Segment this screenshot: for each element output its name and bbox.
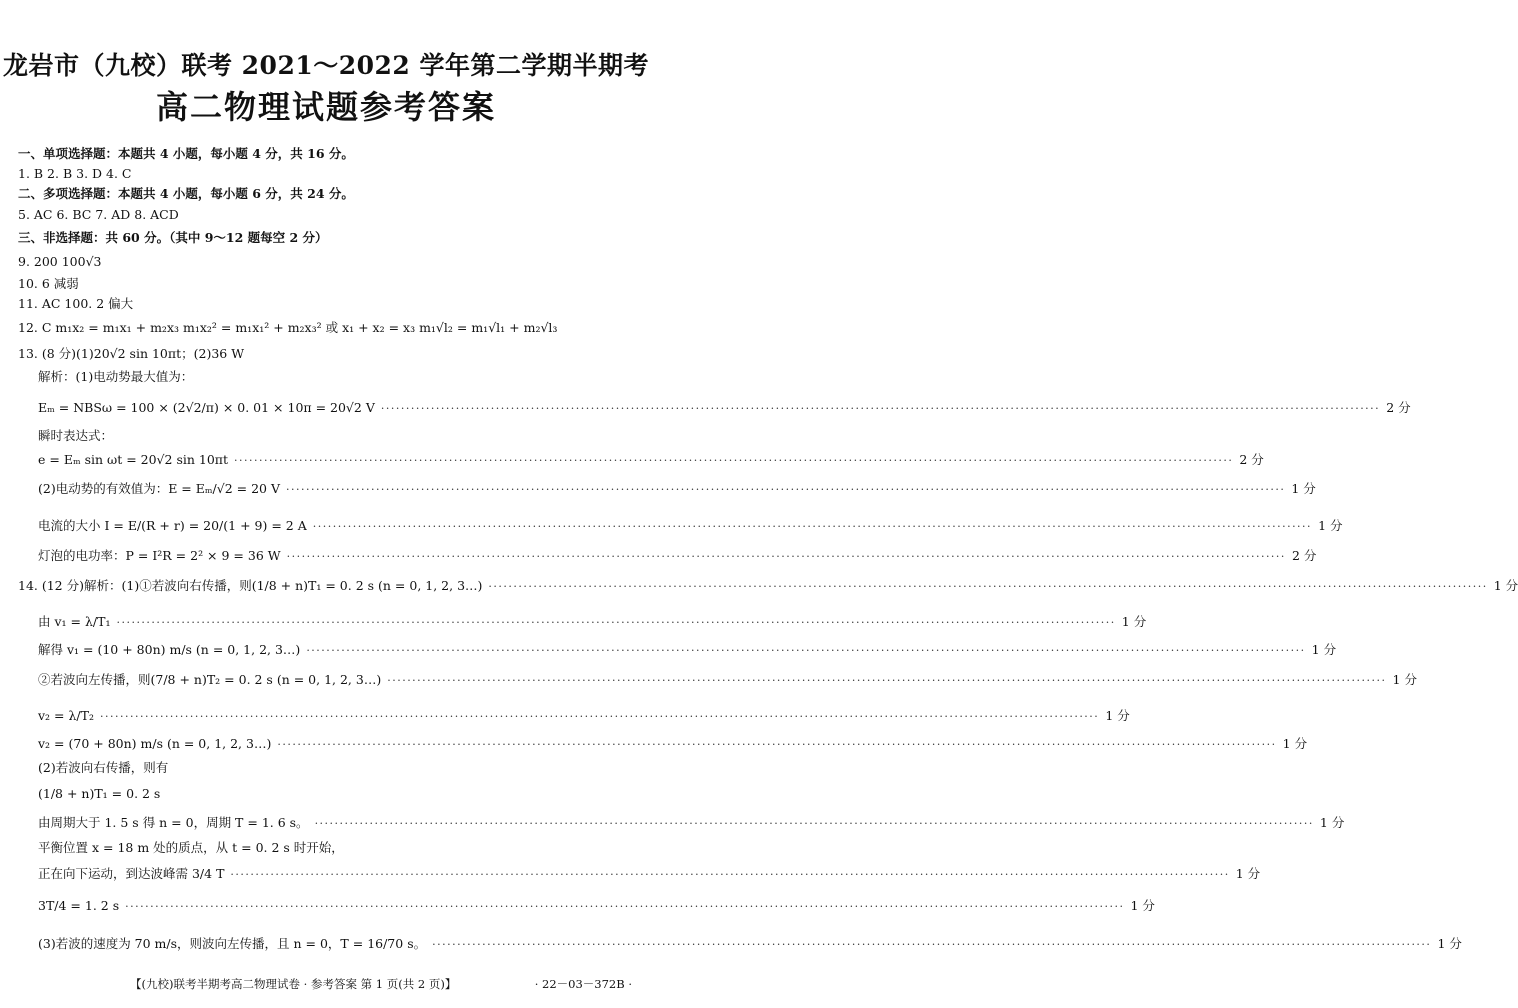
answer-line [38,736,1308,753]
dot-leader: ········································································································································································································ [230,868,1230,881]
answer-line: 12. C m₁x₂ = m₁x₁ + m₂x₃ m₁x₂² = m₁x₁² + m₂x₃² 或 x₁ + x₂ = x₃ m₁√l₂ = m₁√l₁ + m₂√l₃ [18,320,558,335]
answer-text: 3T/4 = 1. 2 s [38,898,120,913]
answer-line [38,672,1417,689]
answer-text: 正在向下运动，到达波峰需 3/4 T [38,866,225,881]
score-label: 1 分 [1291,481,1316,496]
dot-leader: ········································································································································································································ [286,550,1286,563]
answer-key-title: 高二物理试题参考答案 [155,88,496,126]
score-label: 1 分 [1282,736,1308,751]
answer-line [18,578,1518,595]
answer-line: 一、单项选择题：本题共 4 小题，每小题 4 分，共 16 分。 [18,146,354,161]
answer-text: v₂ = λ/T₂ [38,708,94,723]
answer-line: (1/8 + n)T₁ = 0. 2 s [38,786,161,801]
answer-text: 由 v₁ = λ/T₁ [38,614,111,629]
answer-line [38,548,1317,565]
dot-leader: ········································································································································································································ [234,454,1234,467]
footer-left: 【(九校)联考半期考高二物理试卷 · 参考答案 第 1 页(共 2 页)】 [130,977,457,991]
answer-text: e = Eₘ sin ωt = 20√2 sin 10πt [38,452,229,467]
answer-text: 电流的大小 I = E/(R + r) = 20/(1 + 9) = 2 A [38,518,307,533]
answer-line: 解析：(1)电动势最大值为： [38,369,194,384]
page-footer [130,976,632,992]
dot-leader: ········································································································································································································ [306,644,1306,657]
score-label: 2 分 [1386,400,1411,415]
answer-line: (2)若波向右传播，则有 [38,760,169,775]
score-label: 1 分 [1392,672,1417,687]
answer-line: 10. 6 减弱 [18,276,79,291]
answer-line: 13. (8 分)(1)20√2 sin 10πt；(2)36 W [18,346,245,361]
answer-line: 11. AC 100. 2 偏大 [18,296,134,311]
answer-text: (3)若波的速度为 70 m/s，则波向左传播，且 n = 0，T = 16/70 s。 [38,936,427,951]
answer-text: v₂ = (70 + 80n) m/s (n = 0, 1, 2, 3…) [38,736,272,751]
answer-line [38,898,1155,915]
score-label: 1 分 [1318,518,1343,533]
score-label: 2 分 [1239,452,1264,467]
answer-text: 14. (12 分)解析：(1)①若波向右传播，则(1/8 + n)T₁ = 0. 2 s (n = 0, 1, 2, 3…) [18,578,483,593]
score-label: 2 分 [1291,548,1317,563]
answer-text: 灯泡的电功率：P = I²R = 2² × 9 = 36 W [38,548,281,563]
score-label: 1 分 [1493,578,1518,593]
score-label: 1 分 [1235,866,1261,881]
answer-text: 由周期大于 1. 5 s 得 n = 0，周期 T = 1. 6 s。 [38,815,309,830]
answer-text: 解得 v₁ = (10 + 80n) m/s (n = 0, 1, 2, 3…) [38,642,301,657]
answer-line [38,708,1130,725]
answer-line: 二、多项选择题：本题共 4 小题，每小题 6 分，共 24 分。 [18,186,354,201]
footer-code: · 22－03－372B · [534,977,632,991]
answer-line: 1. B 2. B 3. D 4. C [18,166,132,181]
score-label: 1 分 [1121,614,1147,629]
dot-leader: ········································································································································································································ [380,402,1381,415]
answer-line [38,518,1343,535]
score-label: 1 分 [1130,898,1155,913]
dot-leader: ········································································································································································································ [432,938,1432,951]
answer-text: (2)电动势的有效值为：E = Eₘ/√2 = 20 V [38,481,280,496]
score-label: 1 分 [1311,642,1337,657]
answer-line [38,642,1337,659]
answer-line: 三、非选择题：共 60 分。（其中 9～12 题每空 2 分） [18,230,328,245]
dot-leader: ········································································································································································································ [116,616,1116,629]
dot-leader: ········································································································································································································ [125,900,1125,913]
answer-line [38,452,1264,469]
dot-leader: ········································································································································································································ [312,520,1313,533]
dot-leader: ········································································································································································································ [488,580,1488,593]
score-label: 1 分 [1437,936,1462,951]
answer-line: 平衡位置 x = 18 m 处的质点，从 t = 0. 2 s 时开始， [38,840,344,855]
score-label: 1 分 [1105,708,1130,723]
score-label: 1 分 [1319,815,1345,830]
answer-line [38,481,1316,498]
answer-line [38,815,1345,832]
answer-line [38,614,1147,631]
exam-title: 龙岩市（九校）联考 2021～2022 学年第二学期半期考 [2,51,650,80]
dot-leader: ········································································································································································································ [387,674,1387,687]
answer-line [38,866,1261,883]
answer-line [38,400,1411,417]
answer-line [38,936,1462,953]
dot-leader: ········································································································································································································ [314,817,1314,830]
answer-line: 5. AC 6. BC 7. AD 8. ACD [18,207,179,222]
answer-text: Eₘ = NBSω = 100 × (2√2/π) × 0. 01 × 10π = 20√2 V [38,400,375,415]
dot-leader: ········································································································································································································ [99,710,1100,723]
dot-leader: ········································································································································································································ [277,738,1277,751]
dot-leader: ········································································································································································································ [286,483,1286,496]
answer-line: 瞬时表达式： [38,428,114,443]
answer-text: ②若波向左传播，则(7/8 + n)T₂ = 0. 2 s (n = 0, 1, 2, 3…) [38,672,382,687]
answer-line: 9. 200 100√3 [18,254,102,269]
